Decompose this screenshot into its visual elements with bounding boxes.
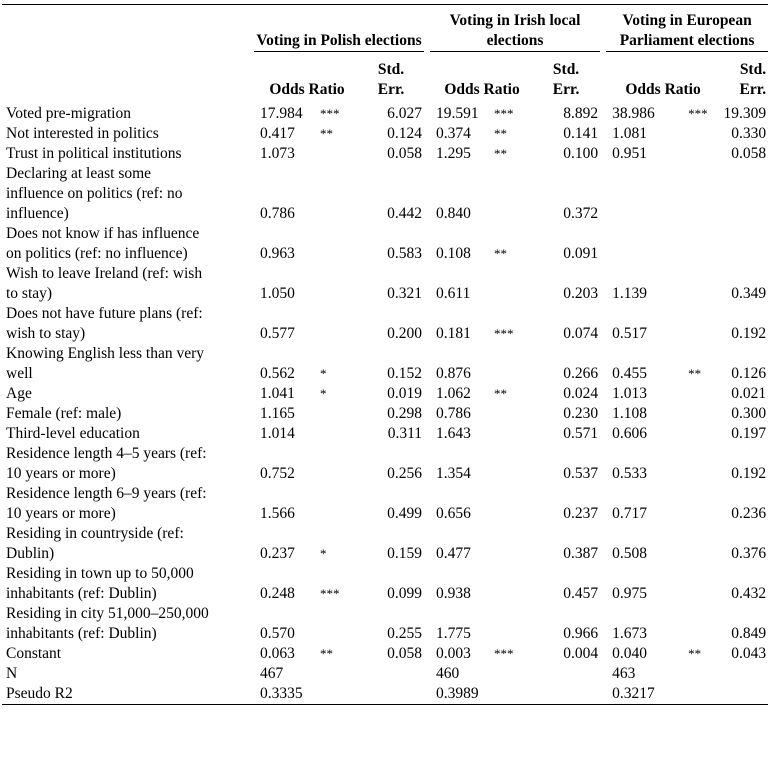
row-label: Knowing English less than very well <box>6 345 205 382</box>
row-label: Trust in political institutions <box>6 145 182 162</box>
std-err-cell: 0.192 <box>731 465 767 482</box>
odds-ratio-cell: 1.643 <box>436 425 471 442</box>
odds-ratio-cell: 0.455 <box>612 365 647 382</box>
odds-ratio-cell: 0.577 <box>260 325 295 342</box>
significance-stars <box>320 264 360 304</box>
odds-ratio-cell: 0.248 <box>260 585 295 602</box>
significance-stars <box>494 564 534 604</box>
odds-ratio-cell: 38.986 <box>612 105 655 122</box>
table-row <box>2 604 768 644</box>
row-label: Residence length 4–5 years (ref: 10 years or more) <box>6 445 207 482</box>
std-err-cell: 0.255 <box>387 625 423 642</box>
std-err-cell: 0.432 <box>731 585 767 602</box>
std-err-cell: 0.159 <box>387 545 423 562</box>
std-err-cell: 0.230 <box>563 405 599 422</box>
significance-stars: *** <box>688 106 708 121</box>
significance-stars: ** <box>688 366 702 381</box>
odds-ratio-cell: 1.050 <box>260 285 295 302</box>
significance-stars <box>494 164 534 224</box>
significance-stars <box>320 404 360 424</box>
std-err-cell: 0.024 <box>563 385 599 402</box>
significance-stars: * <box>320 546 327 561</box>
odds-ratio-cell: 1.041 <box>260 385 295 402</box>
std-err-header: Std. Err. <box>739 61 767 98</box>
table-row <box>2 484 768 524</box>
std-err-cell: 0.126 <box>731 365 767 382</box>
table-row <box>2 164 768 224</box>
row-label: Residence length 6–9 years (ref: 10 years or more) <box>6 485 207 522</box>
significance-stars <box>688 384 720 404</box>
std-err-cell: 0.537 <box>563 465 599 482</box>
subheader-row <box>2 56 768 104</box>
odds-ratio-cell: 0.606 <box>612 425 647 442</box>
row-label: Declaring at least some influence on politics (ref: no influence) <box>6 165 183 222</box>
odds-ratio-cell: 0.786 <box>436 405 471 422</box>
significance-stars: ** <box>688 646 702 661</box>
odds-ratio-cell: 0.417 <box>260 125 295 142</box>
odds-ratio-cell: 0.938 <box>436 585 471 602</box>
std-err-cell: 0.330 <box>731 125 767 142</box>
std-err-cell: 0.387 <box>563 545 599 562</box>
significance-stars <box>494 444 534 484</box>
odds-ratio-cell: 0.951 <box>612 145 647 162</box>
odds-ratio-header: Odds Ratio <box>625 81 701 98</box>
table-row <box>2 444 768 484</box>
significance-stars <box>320 444 360 484</box>
table-row <box>2 224 768 264</box>
std-err-cell: 0.058 <box>731 145 767 162</box>
significance-stars: ** <box>494 126 508 141</box>
significance-stars <box>688 144 720 164</box>
std-err-cell: 0.966 <box>563 625 599 642</box>
significance-stars <box>688 604 720 644</box>
significance-stars: * <box>320 386 327 401</box>
std-err-cell <box>720 224 768 264</box>
std-err-cell <box>720 164 768 224</box>
odds-ratio-cell: 17.984 <box>260 105 303 122</box>
significance-stars: *** <box>320 106 340 121</box>
odds-ratio-cell: 1.139 <box>612 285 647 302</box>
std-err-cell: 0.152 <box>387 365 423 382</box>
odds-ratio-cell: 19.591 <box>436 105 479 122</box>
odds-ratio-cell: 0.840 <box>436 205 471 222</box>
std-err-header: Std. Err. <box>552 61 580 98</box>
odds-ratio-cell: 0.063 <box>260 645 295 662</box>
odds-ratio-cell: 0.237 <box>260 545 295 562</box>
odds-ratio-cell: 1.775 <box>436 625 471 642</box>
table-body <box>2 104 768 705</box>
std-err-cell: 0.457 <box>563 585 599 602</box>
odds-ratio-cell: 0.570 <box>260 625 295 642</box>
std-err-cell: 0.203 <box>563 285 599 302</box>
std-err-cell: 0.349 <box>731 285 767 302</box>
significance-stars: * <box>320 366 327 381</box>
significance-stars <box>494 344 534 384</box>
group-header-european: Voting in European Parliament elections <box>606 11 768 52</box>
odds-ratio-cell: 1.013 <box>612 385 647 402</box>
std-err-cell: 0.849 <box>731 625 767 642</box>
odds-ratio-cell: 0.786 <box>260 205 295 222</box>
table-row <box>2 644 768 664</box>
significance-stars <box>688 124 720 144</box>
table-row <box>2 144 768 164</box>
odds-ratio-cell: 0.003 <box>436 645 471 662</box>
odds-ratio-cell: 0.562 <box>260 365 295 382</box>
odds-ratio-header: Odds Ratio <box>444 81 520 98</box>
std-err-cell: 0.372 <box>563 205 599 222</box>
significance-stars <box>320 144 360 164</box>
significance-stars <box>494 424 534 444</box>
significance-stars <box>688 224 720 264</box>
row-label: Residing in city 51,000–250,000 inhabitants (ref: Dublin) <box>6 605 209 642</box>
group-header-polish: Voting in Polish elections <box>254 31 424 52</box>
stat-value: 467 <box>260 665 284 682</box>
std-err-cell: 0.311 <box>387 425 423 442</box>
footer-row <box>2 664 768 684</box>
odds-ratio-cell: 0.876 <box>436 365 471 382</box>
footer-row <box>2 684 768 705</box>
row-label: Age <box>6 385 32 402</box>
table-row <box>2 564 768 604</box>
significance-stars <box>688 264 720 304</box>
std-err-cell: 0.237 <box>563 505 599 522</box>
row-label: Pseudo R2 <box>2 684 254 705</box>
odds-ratio-cell: 0.477 <box>436 545 471 562</box>
std-err-cell: 0.099 <box>387 585 423 602</box>
regression-table <box>2 4 768 705</box>
stat-value: 460 <box>436 665 460 682</box>
odds-ratio-cell: 0.963 <box>260 245 295 262</box>
stat-value: 0.3217 <box>606 684 768 705</box>
std-err-cell: 0.200 <box>387 325 423 342</box>
odds-ratio-cell: 0.611 <box>436 285 471 302</box>
odds-ratio-header: Odds Ratio <box>269 81 345 98</box>
significance-stars <box>320 484 360 524</box>
std-err-cell: 0.499 <box>387 505 423 522</box>
odds-ratio-cell: 1.354 <box>436 465 471 482</box>
significance-stars: ** <box>494 146 508 161</box>
odds-ratio-cell: 1.014 <box>260 425 295 442</box>
odds-ratio-cell <box>606 164 688 224</box>
significance-stars: *** <box>494 646 514 661</box>
std-err-cell: 0.043 <box>731 645 767 662</box>
std-err-cell: 0.197 <box>731 425 767 442</box>
odds-ratio-cell: 0.517 <box>612 325 647 342</box>
significance-stars <box>494 604 534 644</box>
significance-stars <box>320 604 360 644</box>
odds-ratio-cell: 1.073 <box>260 145 295 162</box>
table-row <box>2 404 768 424</box>
table-row <box>2 104 768 124</box>
significance-stars <box>320 304 360 344</box>
significance-stars: *** <box>494 106 514 121</box>
significance-stars <box>494 264 534 304</box>
std-err-header: Std. Err. <box>377 61 405 98</box>
significance-stars <box>320 164 360 224</box>
odds-ratio-cell: 1.566 <box>260 505 295 522</box>
row-label: Does not have future plans (ref: wish to stay) <box>6 305 203 342</box>
odds-ratio-cell: 0.752 <box>260 465 295 482</box>
row-label: Third-level education <box>6 425 140 442</box>
significance-stars <box>688 484 720 524</box>
table-row <box>2 264 768 304</box>
std-err-cell: 0.004 <box>563 645 599 662</box>
significance-stars <box>688 424 720 444</box>
odds-ratio-cell: 0.656 <box>436 505 471 522</box>
std-err-cell: 8.892 <box>563 105 599 122</box>
significance-stars <box>494 404 534 424</box>
group-header-irish: Voting in Irish local elections <box>430 11 600 52</box>
odds-ratio-cell: 0.181 <box>436 325 471 342</box>
significance-stars: *** <box>320 586 340 601</box>
odds-ratio-cell: 0.108 <box>436 245 471 262</box>
significance-stars <box>688 524 720 564</box>
std-err-cell: 0.256 <box>387 465 423 482</box>
std-err-cell: 0.074 <box>563 325 599 342</box>
table-row <box>2 124 768 144</box>
std-err-cell: 0.091 <box>563 245 599 262</box>
table-row <box>2 424 768 444</box>
stat-value: 0.3989 <box>430 684 600 705</box>
odds-ratio-cell: 1.295 <box>436 145 471 162</box>
odds-ratio-cell: 1.673 <box>612 625 647 642</box>
row-label: Not interested in politics <box>6 125 159 142</box>
row-label: Female (ref: male) <box>6 405 122 422</box>
odds-ratio-cell: 0.975 <box>612 585 647 602</box>
significance-stars <box>688 564 720 604</box>
significance-stars <box>320 224 360 264</box>
significance-stars: ** <box>320 646 333 661</box>
significance-stars: *** <box>494 326 514 341</box>
odds-ratio-cell: 1.165 <box>260 405 295 422</box>
std-err-cell: 0.058 <box>387 145 423 162</box>
significance-stars: ** <box>494 246 508 261</box>
odds-ratio-cell: 0.374 <box>436 125 471 142</box>
odds-ratio-cell: 1.081 <box>612 125 647 142</box>
odds-ratio-cell: 0.717 <box>612 505 647 522</box>
table-row <box>2 524 768 564</box>
row-label: Residing in town up to 50,000 inhabitants (ref: Dublin) <box>6 565 194 602</box>
significance-stars <box>688 304 720 344</box>
std-err-cell: 0.236 <box>731 505 767 522</box>
std-err-cell: 0.100 <box>563 145 599 162</box>
std-err-cell: 0.376 <box>731 545 767 562</box>
std-err-cell: 0.571 <box>563 425 599 442</box>
std-err-cell: 0.141 <box>563 125 599 142</box>
std-err-cell: 0.298 <box>387 405 423 422</box>
row-label: Voted pre-migration <box>6 105 131 122</box>
significance-stars <box>494 484 534 524</box>
std-err-cell: 6.027 <box>387 105 423 122</box>
significance-stars <box>688 444 720 484</box>
row-label: Wish to leave Ireland (ref: wish to stay) <box>6 265 203 302</box>
significance-stars <box>688 404 720 424</box>
odds-ratio-cell: 0.040 <box>612 645 647 662</box>
significance-stars: ** <box>494 386 508 401</box>
significance-stars <box>688 164 720 224</box>
std-err-cell: 0.321 <box>387 285 423 302</box>
significance-stars <box>494 524 534 564</box>
significance-stars: ** <box>320 126 333 141</box>
std-err-cell: 0.583 <box>387 245 423 262</box>
std-err-cell: 0.124 <box>387 125 423 142</box>
group-header-row <box>2 5 768 57</box>
row-label: N <box>6 665 18 682</box>
std-err-cell: 0.300 <box>731 405 767 422</box>
table-row <box>2 384 768 404</box>
significance-stars <box>320 424 360 444</box>
table-row <box>2 304 768 344</box>
stat-value: 463 <box>612 665 636 682</box>
std-err-cell: 0.442 <box>387 205 423 222</box>
odds-ratio-cell: 1.108 <box>612 405 647 422</box>
row-label: Does not know if has influence on politics (ref: no influence) <box>6 225 200 262</box>
std-err-cell: 19.309 <box>723 105 767 122</box>
row-label: Constant <box>6 645 62 662</box>
odds-ratio-cell: 1.062 <box>436 385 471 402</box>
row-label: Residing in countryside (ref: Dublin) <box>6 525 184 562</box>
std-err-cell: 0.021 <box>731 385 767 402</box>
odds-ratio-cell <box>606 224 688 264</box>
std-err-cell: 0.266 <box>563 365 599 382</box>
odds-ratio-cell: 0.533 <box>612 465 647 482</box>
std-err-cell: 0.019 <box>387 385 423 402</box>
odds-ratio-cell: 0.508 <box>612 545 647 562</box>
stat-value: 0.3335 <box>254 684 424 705</box>
std-err-cell: 0.192 <box>731 325 767 342</box>
std-err-cell: 0.058 <box>387 645 423 662</box>
table-row <box>2 344 768 384</box>
